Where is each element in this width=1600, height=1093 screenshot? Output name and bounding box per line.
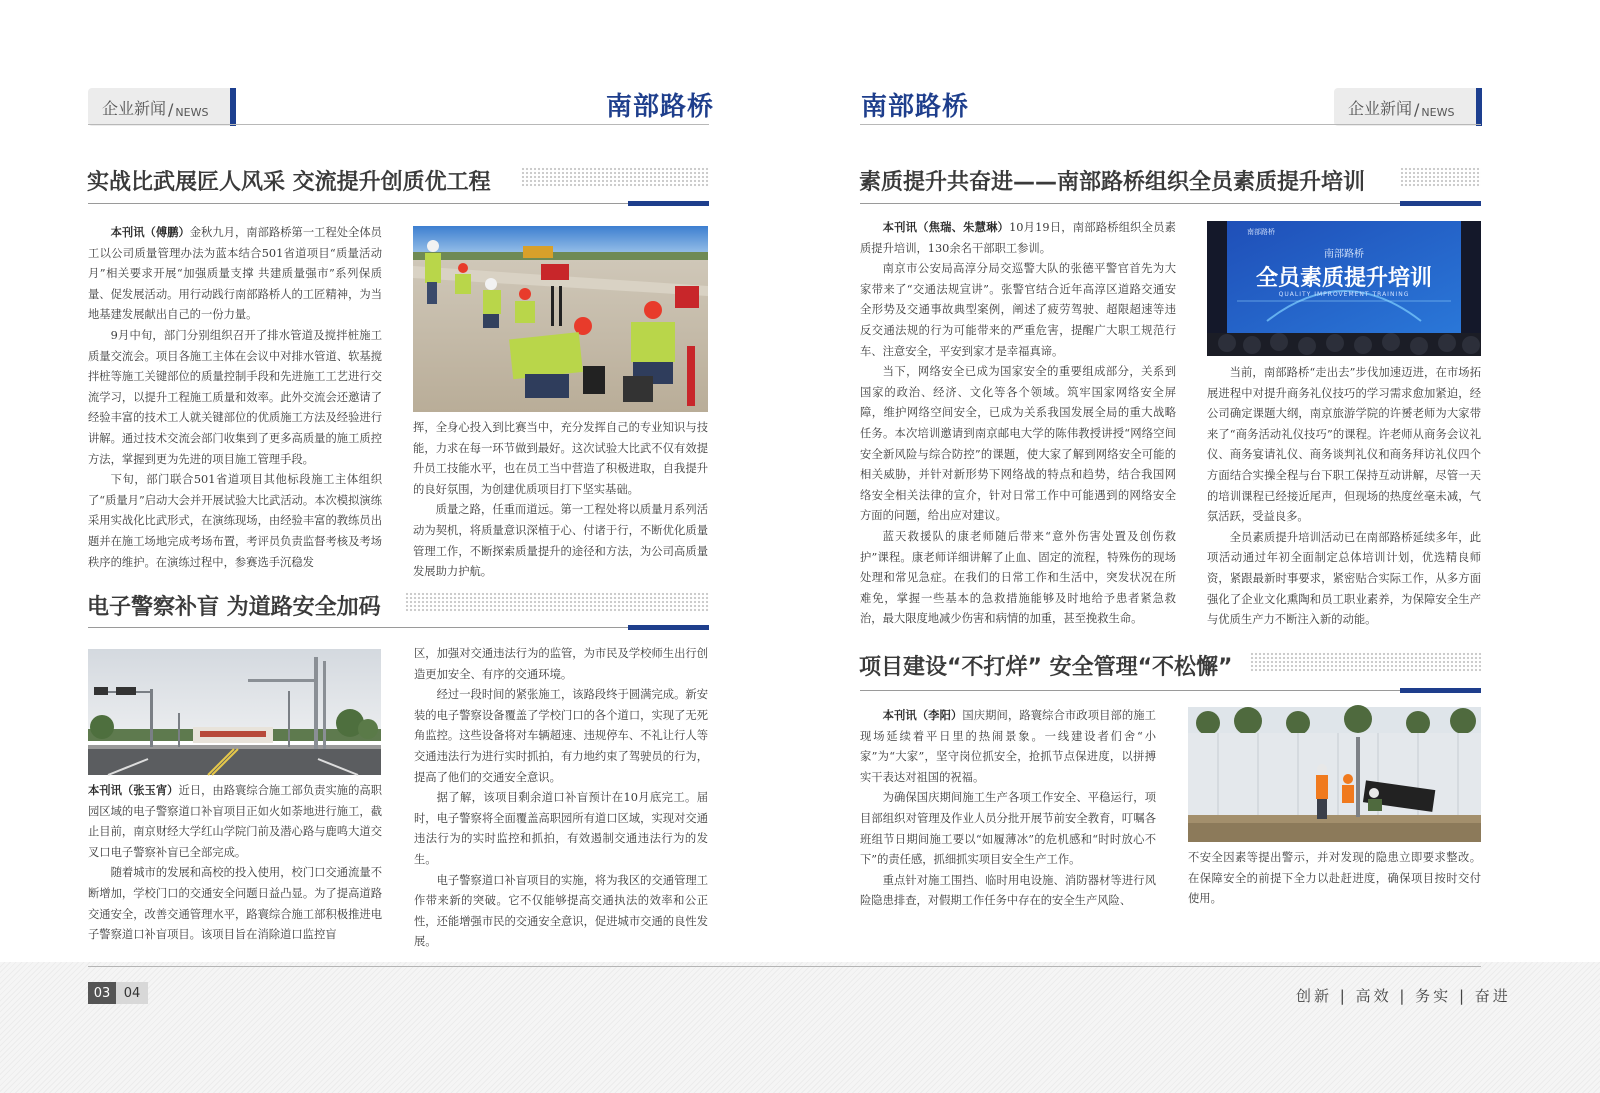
screen-title: 全员素质提升培训 xyxy=(1255,265,1432,291)
article-4-title: 项目建设“不打烊” 安全管理“不松懈” xyxy=(859,655,1233,680)
paragraph: 不安全因素等提出警示，并对发现的隐患立即要求整改。在保障安全的前提下全力以赴赶进度，确保项目按时交付使用。 xyxy=(1188,851,1481,906)
byline: 本刊讯（焦瑞、朱慧琳） xyxy=(882,220,1010,234)
photo-road-intersection xyxy=(88,649,381,775)
paragraph: 为确保国庆期间施工生产各项工作安全、平稳运行，项目部组织对管理及作业人员分批开展节前安全教育，叮嘱各班组节日期间施工要以“如履薄冰”的危机感和“时时放心不下”的责任感，抓细抓实项目安全生产工作。 xyxy=(860,791,1156,867)
article-2-title: 电子警察补盲 为道路安全加码 xyxy=(87,595,381,620)
photo-construction-fence xyxy=(1188,707,1481,842)
header-rule-right xyxy=(860,124,1481,125)
paragraph: 10月19日，南部路桥组织全员素质提升培训，130余名干部职工参训。 xyxy=(860,221,1176,255)
section-tab-right xyxy=(1334,88,1482,126)
footer-band xyxy=(0,962,1600,1093)
paragraph: 挥，全身心投入到比赛当中，充分发挥自己的专业知识与技能，力求在每一环节做到最好。这次试验大比武不仅有效提升员工技能水平，也在员工当中营造了积极进取，自我提升的良好氛围，为创建优质项目打下坚实基础。 xyxy=(413,421,708,496)
byline: 本刊讯（张玉宵） xyxy=(88,783,179,797)
paragraph: 金秋九月，南部路桥第一工程处全体员工以公司质量管理办法为蓝本结合501省道项目“质量活动月”相关要求开展“加强质量支撑 共建质量强市”系列保质量、促发展活动。用行动践行南部路桥人的工匠精神，为当地基建发展献出自己的一份力量。 xyxy=(88,226,382,322)
paragraph: 区，加强对交通违法行为的监管，为市民及学校师生出行创造更加安全、有序的交通环境。 xyxy=(414,647,708,681)
title-rule-2 xyxy=(88,627,628,628)
brand-logo-left: 南部路桥 xyxy=(606,92,715,122)
title-dots-1 xyxy=(521,167,709,187)
footer-slogan: 创新 | 高效 | 务实 | 奋进 xyxy=(1296,987,1511,1005)
title-rule-4 xyxy=(860,690,1400,691)
photo-training-screen xyxy=(1207,221,1481,356)
screen-subtitle: QUALITY IMPROVEMENT TRAINING xyxy=(1278,291,1410,298)
title-dots-3 xyxy=(1400,167,1481,187)
article-2-col-2 xyxy=(414,644,708,949)
screen-brand: 南部路桥 xyxy=(1324,249,1364,260)
title-accent-3 xyxy=(1400,201,1481,206)
article-3-title: 素质提升共奋进——南部路桥组织全员素质提升培训 xyxy=(859,170,1366,195)
article-2-col-1 xyxy=(88,780,382,942)
article-1-title: 实战比武展匠人风采 交流提升创质优工程 xyxy=(87,170,491,195)
paragraph: 下旬，部门联合501省道项目其他标段施工主体组织了“质量月”启动大会并开展试验大比武活动。本次模拟演练采用实战化比武形式，在演练现场，由经验丰富的教练员出题并在施工场地完成考场布置，考评员负责监督考核及考场秩序的维护。在演练过程中，参赛选手沉稳发 xyxy=(88,473,382,569)
brand-logo-right: 南部路桥 xyxy=(861,92,970,122)
photo-workers-competition xyxy=(413,226,708,412)
title-accent-2 xyxy=(628,625,709,630)
article-4-col-2 xyxy=(1188,848,1481,912)
paragraph: 9月中旬，部门分别组织召开了排水管道及搅拌桩施工质量交流会。项目各施工主体在会议中对排水管道、软基搅拌桩等施工关键部位的质量控制手段和先进施工工艺进行交流学习，以提升工程施工质量和效率。此外交流会还邀请了经验丰富的技术工人就关键部位的优质施工方法及经验进行讲解。通过技术交流会部门收集到了更多高质量的施工质控方法，掌握到更为先进的项目施工管理手段。 xyxy=(88,328,382,466)
section-tab-separator: / xyxy=(168,100,174,119)
paragraph: 随着城市的发展和高校的投入使用，校门口交通流量不断增加，学校门口的交通安全问题日益凸显。为了提高道路交通安全，改善交通管理水平，路寰综合施工部积极推进电子警察道口补盲项目。该项目旨在消除道口监控盲 xyxy=(88,866,382,942)
title-dots-4 xyxy=(1250,652,1481,672)
page-number-right: 04 xyxy=(116,982,148,1004)
section-tab-label: 企业新闻 xyxy=(1348,99,1413,118)
paragraph: 重点针对施工围挡、临时用电设施、消防器材等进行风险隐患排查，对假期工作任务中存在的安全生产风险、 xyxy=(860,873,1156,908)
article-4-col-1 xyxy=(860,705,1156,913)
byline: 本刊讯（傅鹏） xyxy=(110,225,190,239)
screen-logo: 南部路桥 xyxy=(1247,228,1275,236)
title-rule-1 xyxy=(88,203,628,204)
page-number-left: 03 xyxy=(88,982,116,1004)
section-tab-en: NEWS xyxy=(175,106,209,119)
article-1-col-2 xyxy=(413,418,708,579)
paragraph: 据了解，该项目剩余道口补盲预计在10月底完工。届时，电子警察将全面覆盖高职园所有道口区域，实现对交通违法行为的实时监控和抓拍，有效遏制交通违法行为的发生。 xyxy=(414,791,708,866)
byline: 本刊讯（李阳） xyxy=(882,708,963,722)
header-rule-left xyxy=(88,124,709,125)
paragraph: 国庆期间，路寰综合市政项目部的施工现场延续着平日里的热闹景象。一线建设者们舍“小家”为“大家”，坚守岗位抓安全，抢抓节点保进度，以拼搏实干表达对祖国的祝福。 xyxy=(860,709,1156,784)
footer-rule xyxy=(88,966,1481,967)
title-accent-4 xyxy=(1400,688,1481,693)
paragraph: 南京市公安局高淳分局交巡警大队的张德平警官首先为大家带来了“交通法规宣讲”。张警官结合近年高淳区道路交通安全形势及交通事故典型案例，阐述了疲劳驾驶、超限超速等违反交通法规的行为可能带来的严重危害，提醒广大职工规范行车、注意安全，平安到家才是幸福真谛。 xyxy=(860,262,1176,358)
title-rule-3 xyxy=(860,203,1400,204)
paragraph: 经过一段时间的紧张施工，该路段终于圆满完成。新安装的电子警察设备覆盖了学校门口的各个道口，实现了无死角监控。这些设备将对车辆超速、违规停车、不礼让行人等交通违法行为进行实时抓拍，有力地约束了驾驶员的行为，提高了他们的交通安全意识。 xyxy=(414,688,708,784)
section-tab-en: NEWS xyxy=(1421,106,1455,119)
paragraph: 当前，南部路桥“走出去”步伐加速迈进，在市场拓展进程中对提升商务礼仪技巧的学习需求愈加紧迫，经公司确定课题大纲，南京旅游学院的许赟老师为大家带来了“商务活动礼仪技巧”的课程。许老师从商务会议礼仪、商务宴请礼仪、商务谈判礼仪和商务拜访礼仪四个方面结合实操全程与台下职工保持互动讲解，尽管一天的培训课程已经接近尾声，但现场的热度丝毫未减，气氛活跃，受益良多。 xyxy=(1207,366,1481,524)
article-1-col-1 xyxy=(88,222,382,574)
paragraph: 当下，网络安全已成为国家安全的重要组成部分，关系到国家的政治、经济、文化等各个领域。筑牢国家网络安全屏障，维护网络空间安全，已成为关系我国发展全局的重大战略任务。本次培训邀请到南京邮电大学的陈伟教授讲授“网络空间安全新风险与综合防控”的课题，使大家了解到网络安全可能的相关威胁，并针对新形势下网络战的特点和趋势，结合我国网络安全相关法律的宣介，针对日常工作中可能遇到的网络安全方面的问题，给出应对建议。 xyxy=(860,365,1176,523)
article-3-col-1 xyxy=(860,217,1176,633)
paragraph: 质量之路，任重而道远。第一工程处将以质量月系列活动为契机，将质量意识深植于心、付诸于行，不断优化质量管理工作，不断探索质量提升的途径和方法，为公司高质量发展助力护航。 xyxy=(413,503,708,579)
section-tab-separator: / xyxy=(1414,100,1420,119)
article-3-col-2 xyxy=(1207,363,1481,633)
paragraph: 全员素质提升培训活动已在南部路桥延续多年，此项活动通过年初全面制定总体培训计划，优选精良师资，紧跟最新时事要求，紧密贴合实际工作，从多方面强化了企业文化熏陶和员工职业素养，为保障安全生产与优质生产力不断注入新的动能。 xyxy=(1207,530,1481,627)
section-tab-label: 企业新闻 xyxy=(102,99,167,118)
section-tab-left xyxy=(88,88,236,126)
paragraph: 电子警察道口补盲项目的实施，将为我区的交通管理工作带来新的突破。它不仅能够提高交通执法的效率和公正性，还能增强市民的交通安全意识，促进城市交通的良性发展。 xyxy=(414,873,708,949)
paragraph: 近日，由路寰综合施工部负责实施的高职园区域的电子警察道口补盲项目正如火如荼地进行施工，截止目前，南京财经大学红山学院门前及潜心路与鹿鸣大道交叉口电子警察补盲已全部完成。 xyxy=(88,784,382,859)
title-dots-2 xyxy=(405,592,709,612)
title-accent-1 xyxy=(628,201,709,206)
paragraph: 蓝天救援队的康老师随后带来“意外伤害处置及创伤救护”课程。康老师详细讲解了止血、固定的流程，特殊伤的现场处理和常见急症。在我们的日常工作和生活中，突发状况在所难免，掌握一些基本的急救措施能够及时地给予患者紧急救治，最大限度地减少伤害和病情的加重，甚至挽救生命。 xyxy=(860,529,1176,626)
